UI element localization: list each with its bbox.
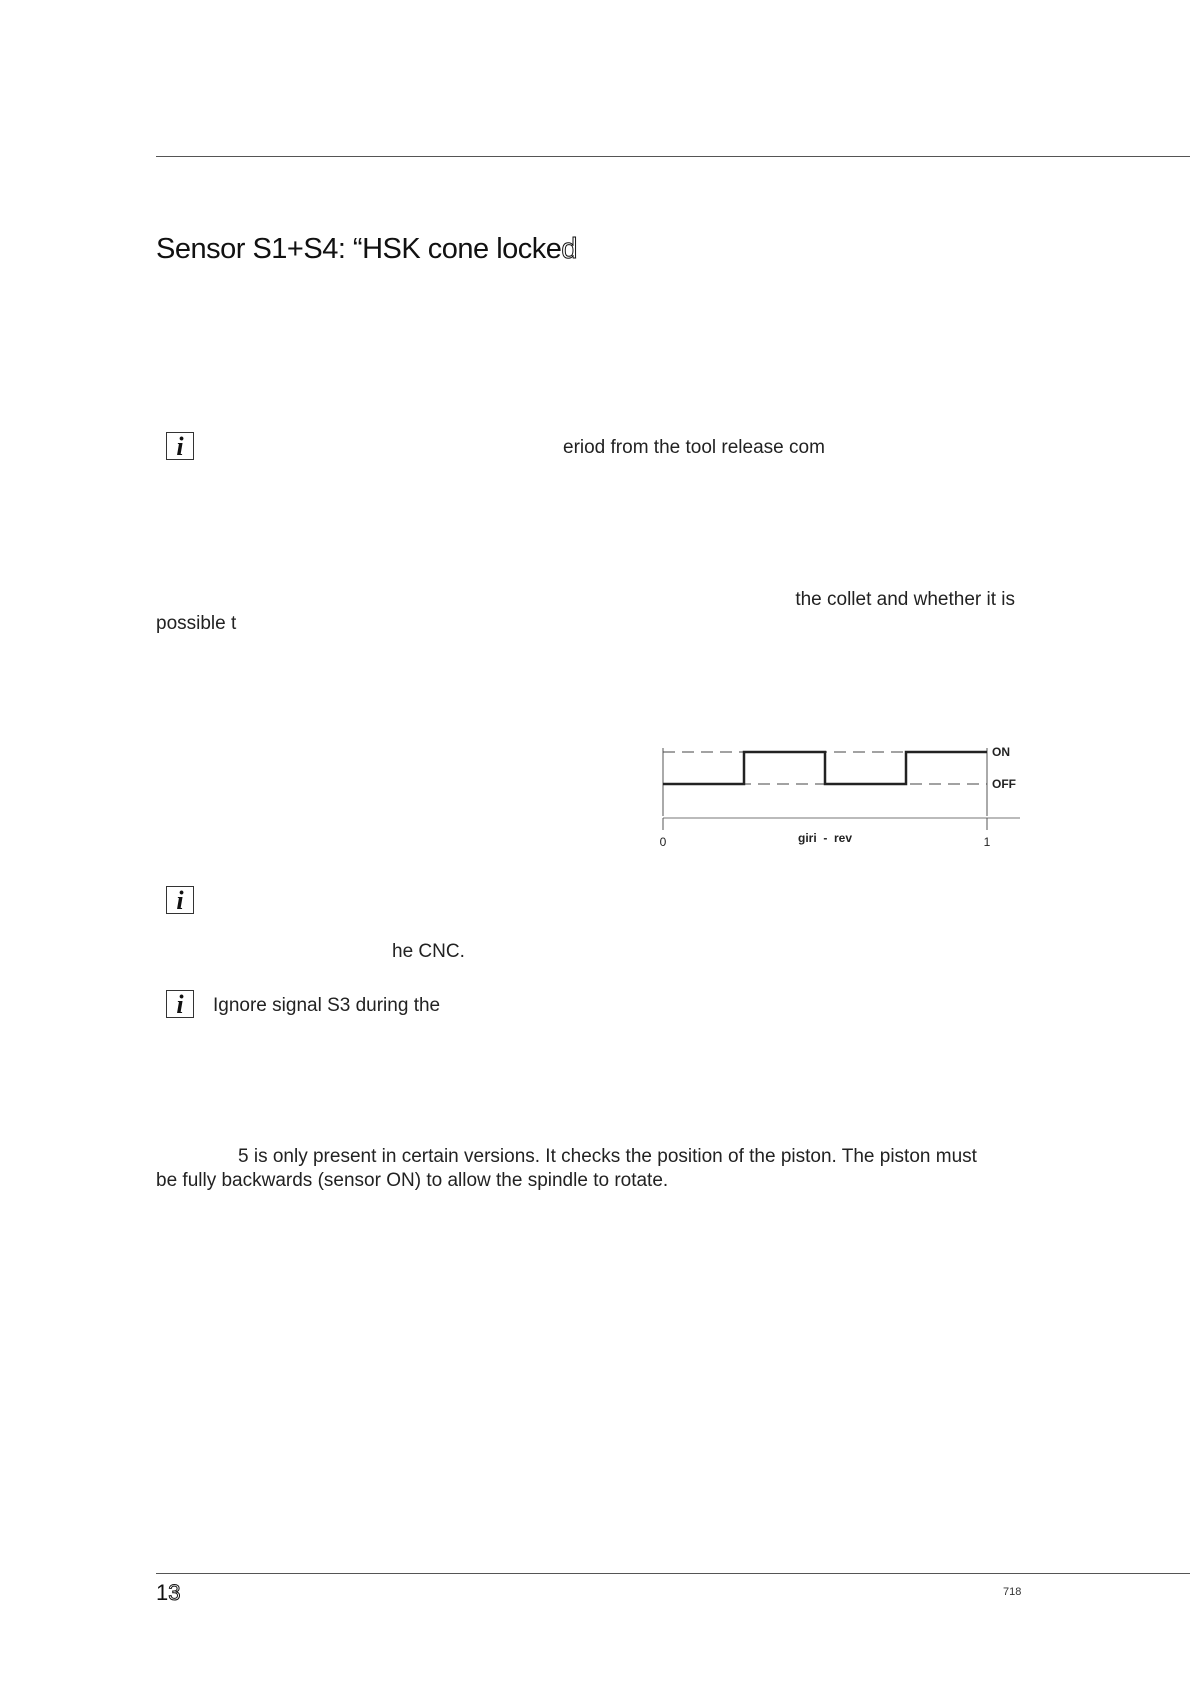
note-2-text: he CNC. <box>392 941 465 962</box>
info-icon: i <box>166 990 194 1018</box>
paragraph-1-line-2: possible t <box>156 613 237 634</box>
footer-rule <box>156 1573 1190 1574</box>
sensor-signal-chart <box>655 740 1025 850</box>
info-icon: i <box>166 886 194 914</box>
note-3-text: Ignore signal S3 during the <box>213 995 441 1016</box>
paragraph-2-line-2: be fully backwards (sensor ON) to allow the spindle to rotate. <box>156 1170 669 1191</box>
header-rule <box>156 156 1190 157</box>
document-code: 718 <box>1003 1586 1022 1598</box>
page-number <box>156 1580 181 1606</box>
x-tick-label-1: 1 <box>983 835 991 849</box>
x-axis-label: giri - rev <box>797 831 853 845</box>
info-icon: i <box>166 432 194 460</box>
paragraph-2-line-1: 5 is only present in certain versions. It checks the position of the piston. The piston must <box>238 1146 977 1167</box>
y-level-label-off: OFF <box>992 777 1016 791</box>
section-title <box>156 233 577 266</box>
x-tick-label-0: 0 <box>659 835 667 849</box>
y-level-label-on: ON <box>992 745 1010 759</box>
paragraph-1-line-1: the collet and whether it is <box>795 589 1015 610</box>
page-number-main: 1 <box>156 1580 169 1605</box>
page-number-last: 3 <box>168 1580 181 1605</box>
section-title-main: Sensor S1+S4: “HSK cone locke <box>156 233 562 265</box>
signal-series-line <box>663 752 987 784</box>
section-title-last-char: d <box>561 233 578 265</box>
note-1-text: eriod from the tool release com <box>563 437 825 458</box>
